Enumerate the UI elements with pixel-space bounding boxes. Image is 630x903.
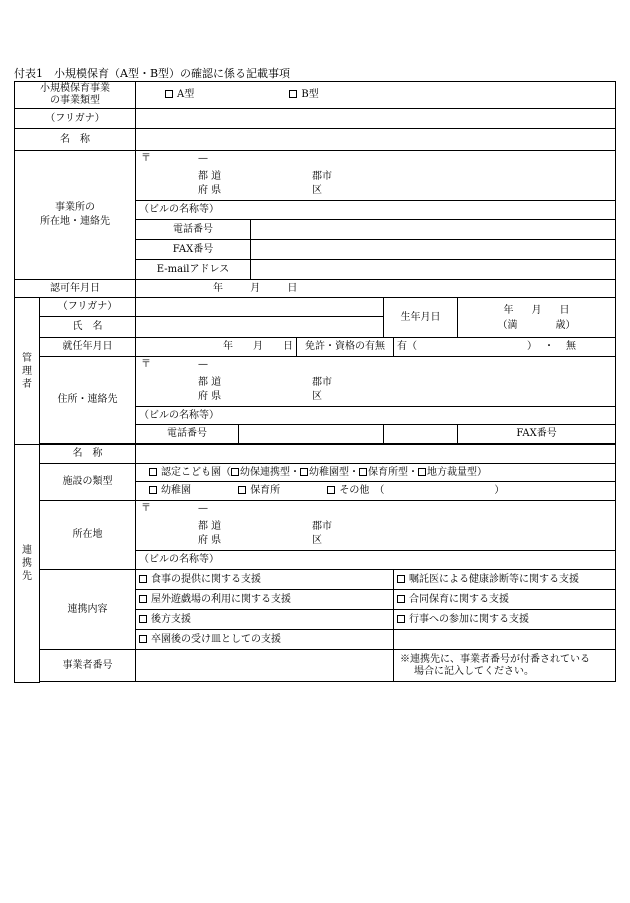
manager-phone-spacer (384, 425, 458, 444)
support-backup[interactable]: 後方支援 (136, 610, 394, 630)
manager-furigana-field[interactable] (136, 298, 384, 317)
business-type-options (136, 82, 616, 109)
manager-license-label: 免許・資格の有無 (297, 338, 394, 357)
registration-form-table (14, 81, 616, 683)
city-top: 郡市 (312, 377, 332, 388)
office-email-label: E-mailアドレス (136, 260, 251, 280)
furigana-label: （フリガナ） (15, 109, 136, 129)
support-meals[interactable]: 食事の提供に関する支援 (136, 570, 394, 590)
office-fax-label: FAX番号 (136, 240, 251, 260)
checkbox-icon[interactable] (149, 468, 157, 476)
checkbox-icon[interactable] (300, 468, 308, 476)
form-title: 付表1 小規模保育（A型・B型）の確認に係る記載事項 (14, 67, 291, 80)
option-b-type[interactable]: B型 (289, 89, 318, 100)
partner-type-options: 幼稚園 保育所 その他 （ ） (136, 482, 616, 501)
checkbox-icon[interactable] (397, 595, 405, 603)
checkbox-icon[interactable] (359, 468, 367, 476)
name-label: 名 称 (15, 129, 136, 151)
postal-mark: 〒 (141, 359, 151, 370)
support-doctor[interactable]: 嘱託医による健康診断等に関する支援 (394, 570, 616, 590)
checkbox-icon[interactable] (149, 486, 157, 494)
support-empty (394, 630, 616, 650)
postal-mark: 〒 (141, 153, 151, 164)
option-other[interactable]: その他 （ (327, 485, 384, 496)
partner-name-label: 名 称 (40, 445, 136, 464)
manager-address-label: 住所・連絡先 (40, 357, 136, 444)
postal-mark: 〒 (141, 503, 151, 514)
support-graduates[interactable]: 卒園後の受け皿としての支援 (136, 630, 394, 650)
checkbox-icon[interactable] (289, 90, 297, 98)
prefecture-top: 都 道 (198, 171, 222, 182)
checkbox-icon[interactable] (418, 468, 426, 476)
city-bottom: 区 (312, 185, 322, 196)
office-fax-field[interactable] (251, 240, 616, 260)
partner-kodomoen-options: 認定こども園（ 幼保連携型・ 幼稚園型・ 保育所型・ 地方裁量型） (136, 464, 616, 482)
business-no-boxes[interactable] (136, 650, 394, 682)
checkbox-icon[interactable] (139, 575, 147, 583)
partner-facility-type-label: 施設の類型 (40, 464, 136, 501)
business-type-label: 小規模保育事業 の事業類型 (15, 82, 136, 109)
checkbox-icon[interactable] (165, 90, 173, 98)
postal-dash: — (198, 359, 208, 370)
manager-phone-label: 電話番号 (136, 425, 239, 444)
partner-address-field[interactable] (136, 501, 616, 551)
partner-group-label: 連 携 先 (15, 445, 40, 683)
prefecture-top: 都 道 (198, 377, 222, 388)
prefecture-bottom: 府 県 (198, 391, 222, 402)
office-address-label: 事業所の 所在地・連絡先 (15, 151, 136, 280)
manager-license-field[interactable]: 有（ ） ・ 無 (394, 338, 616, 357)
manager-appointed-label: 就任年月日 (40, 338, 136, 357)
furigana-field[interactable] (136, 109, 616, 129)
checkbox-icon[interactable] (231, 468, 239, 476)
postal-dash: — (198, 503, 208, 514)
approval-date-field[interactable]: 年 月 日 (136, 280, 616, 298)
support-events[interactable]: 行事への参加に関する支援 (394, 610, 616, 630)
option-a-type[interactable]: A型 (165, 89, 194, 100)
option-nursery[interactable]: 保育所 (238, 485, 280, 496)
manager-phone-field[interactable] (239, 425, 384, 444)
office-address-field[interactable] (136, 151, 616, 201)
city-bottom: 区 (312, 535, 322, 546)
checkbox-icon[interactable] (139, 635, 147, 643)
checkbox-icon[interactable] (139, 615, 147, 623)
manager-appointed-field[interactable]: 年 月 日 (136, 338, 297, 357)
checkbox-icon[interactable] (327, 486, 335, 494)
checkbox-icon[interactable] (397, 575, 405, 583)
prefecture-bottom: 府 県 (198, 185, 222, 196)
prefecture-bottom: 府 県 (198, 535, 222, 546)
support-joint[interactable]: 合同保育に関する支援 (394, 590, 616, 610)
manager-group-label: 管 理 者 (15, 298, 40, 445)
office-email-field[interactable] (251, 260, 616, 280)
office-phone-field[interactable] (251, 220, 616, 240)
partner-name-field[interactable] (136, 445, 616, 464)
manager-address-field[interactable] (136, 357, 616, 407)
checkbox-icon[interactable] (139, 595, 147, 603)
business-no-note: ※連携先に、事業者番号が付番されている 場合に記入してください。 (394, 650, 616, 682)
checkbox-icon[interactable] (238, 486, 246, 494)
partner-building-field[interactable]: （ビルの名称等） (136, 551, 616, 570)
city-bottom: 区 (312, 391, 322, 402)
manager-birth-field[interactable]: 年 月 日 （満 歳） (458, 298, 616, 338)
manager-furigana-label: （フリガナ） (40, 298, 136, 317)
postal-dash: — (198, 153, 208, 164)
partner-content-label: 連携内容 (40, 570, 136, 650)
office-building-field[interactable]: （ビルの名称等） (136, 201, 616, 220)
name-field[interactable] (136, 129, 616, 151)
prefecture-top: 都 道 (198, 521, 222, 532)
city-top: 郡市 (312, 521, 332, 532)
support-playground[interactable]: 屋外遊戯場の利用に関する支援 (136, 590, 394, 610)
option-kindergarten[interactable]: 幼稚園 (149, 485, 191, 496)
partner-location-label: 所在地 (40, 501, 136, 570)
approval-date-label: 認可年月日 (15, 280, 136, 298)
manager-building-field[interactable]: （ビルの名称等） (136, 407, 616, 425)
checkbox-icon[interactable] (397, 615, 405, 623)
manager-birth-label: 生年月日 (384, 298, 458, 338)
manager-fax-label: FAX番号 (458, 425, 616, 444)
city-top: 郡市 (312, 171, 332, 182)
manager-name-field[interactable] (136, 317, 384, 338)
office-phone-label: 電話番号 (136, 220, 251, 240)
manager-name-label: 氏 名 (40, 317, 136, 338)
business-no-label: 事業者番号 (40, 650, 136, 682)
